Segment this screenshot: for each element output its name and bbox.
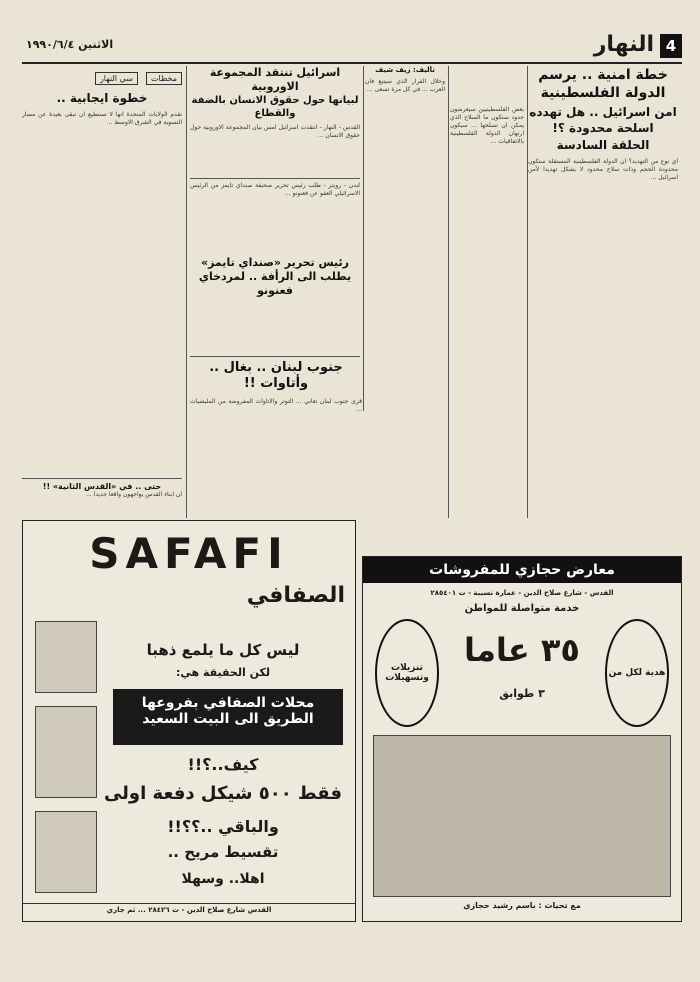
ad-footer: مع تحيات : باسم رشيد حجازي (463, 901, 581, 910)
brand-logo: الصفافي (246, 583, 345, 608)
ad-line: اهلا.. وسهلا (181, 871, 265, 887)
article-headline: حتى .. في «القدس الثانية» !! (42, 482, 162, 491)
section-badge: مخطات (146, 72, 182, 85)
advertisement-safafi (22, 520, 356, 922)
article-continuation (360, 520, 678, 554)
ad-tagline: خدمة متواصلة للمواطن (464, 603, 580, 614)
article-column-3 (365, 66, 445, 411)
article-body: بعض الفلسطينيين سيعرضون حدود ستكون ما السلاح الذي يمكن ان تسلحها ... سيكون ارتهان الدولة الفلسطينية بالاتفاقيات ... (450, 106, 524, 145)
article-headline: رئيس تحرير «صنداي تايمز» يطلب الى الرأفة .. لمردخاي فعنونو (198, 256, 352, 297)
article-body: وخلال القرار الذي سيتبع فان العرب ... في كل مرة تسعى ... (365, 78, 445, 93)
ad-line: لكن الحقيقة هي: (175, 666, 271, 679)
article-headline: خطوة ايجابية .. (56, 91, 148, 105)
article-security-plan (528, 66, 678, 518)
article-body: تقدم الولايات المتحدة انها لا تستطيع ان تبقى بعيدة عن مسار التسوية في الشرق الاوسط ... (22, 111, 182, 126)
article-positive-step (22, 66, 182, 476)
advertisement-hijazi (362, 556, 682, 922)
page-number: 4 (660, 34, 682, 58)
article-headline: جنوب لبنان .. بغال .. وأتاوات !! (209, 360, 343, 391)
refrigerator-image (35, 706, 97, 798)
ad-line: والباقي ..؟؟!! (167, 817, 279, 836)
ad-highlight: محلات الصفافي بفروعها الطريق الى البيت السعيد (113, 689, 343, 745)
article-jerusalem (22, 482, 182, 518)
brand-logo-en: SAFAFI (89, 529, 289, 578)
ad-line: ليس كل ما يلمع ذهبا (146, 641, 300, 659)
ad-address: القدس - شارع صلاح الدين - عمارة نسيبة - ت ٢٨٥٤٠١ (430, 589, 614, 597)
ad-footer: القدس شارع صلاح الدين - ت ٢٨٤٢٦ ... ثم جاري (23, 903, 355, 914)
article-south-lebanon (190, 360, 362, 510)
article-column-2 (450, 106, 524, 518)
article-subheadline: لبيانها حول حقوق الانسان بالضفة والقطاع (191, 95, 359, 119)
article-body: لندن - رويتر - طلب رئيس تحرير صحيفة صنداي تايمز من الرئيس الاسرائيلي العفو عن فعنونو ... (190, 182, 360, 197)
byline: تأليف: زيف شيف (375, 66, 435, 74)
article-body: أي نوع من التهديد؟ ان الدولة الفلسطينية المستقلة ستكون محدودة الحجم وذات سلاح محدود لا يشكل تهديدا لأمن اسرائيل ... (528, 158, 678, 181)
newspaper-logo: النهار (593, 32, 654, 57)
ad-title: معارض حجازي للمفروشات (363, 557, 681, 583)
article-body: ان ابناء القدس يواجهون واقعا جديدا ... (86, 491, 182, 498)
article-headline: اسرائيل تنتقد المجموعة الاوروبية (209, 66, 341, 93)
ad-line: فقط ٥٠٠ شيكل دفعة اولى (103, 783, 343, 804)
ad-line: تقسيط مريح .. (167, 843, 279, 861)
article-body: قرى جنوب لبنان تعاني ... التوتر والاتاوات المفروضة من المليشيات ... (190, 398, 362, 413)
washing-machine-image (35, 621, 97, 693)
article-headline: خطة امنية .. يرسم الدولة الفلسطينية (538, 67, 668, 101)
ad-floors: ٣ طوابق (499, 687, 545, 700)
ad-oval: هدية لكل من (605, 619, 669, 727)
section-badge: سي النهار (95, 72, 138, 85)
ad-line: كيف..؟!! (187, 755, 259, 774)
ad-years: ٣٥ عاما (464, 631, 580, 669)
article-sunday-times (190, 182, 360, 354)
bedroom-furniture-image (373, 735, 671, 897)
ad-oval: تنزيلات وتسهيلات (375, 619, 439, 727)
masthead (22, 34, 682, 64)
issue-date: الاثنين ١٩٩٠/٦/٤ (26, 38, 114, 51)
cooker-image (35, 811, 97, 893)
article-subheadline: امن اسرائيل .. هل تهدده اسلحة محدودة ؟! (529, 105, 677, 135)
article-ec-criticism (190, 66, 360, 176)
article-kicker: الحلقة السادسة (556, 138, 650, 152)
article-body: القدس - النهار - انتقدت اسرائيل امس بيان المجموعة الاوروبية حول حقوق الانسان ... (190, 124, 360, 139)
